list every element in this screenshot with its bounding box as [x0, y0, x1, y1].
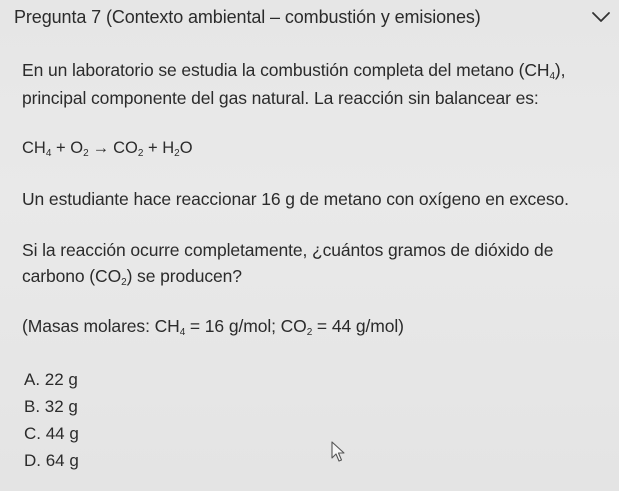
equation-term: CO — [113, 139, 138, 157]
option-d[interactable]: D. 64 g — [24, 451, 79, 470]
intro-text: En un laboratorio se estudia la combustión completa del metano (CH — [22, 60, 550, 80]
equation-operator: + — [143, 139, 163, 157]
mouse-pointer-icon — [330, 441, 348, 463]
subscript: 2 — [174, 148, 180, 159]
question-line-1: Si la reacción ocurre completamente, ¿cuántos gramos de dióxido de — [22, 240, 554, 260]
option-b[interactable]: B. 32 g — [24, 397, 78, 416]
molar-text: = 44 g/mol) — [312, 316, 404, 336]
reaction-arrow: → — [92, 139, 110, 157]
question-header[interactable] — [0, 0, 619, 34]
question-title: Pregunta 7 (Contexto ambiental – combustión y emisiones) — [14, 7, 481, 27]
intro-line-2: principal componente del gas natural. La reacción sin balancear es: — [22, 88, 539, 108]
question-text-end: ) se producen? — [126, 266, 242, 286]
subscript: 2 — [137, 148, 144, 159]
chevron-down-icon[interactable] — [590, 9, 612, 25]
equation-term: H — [162, 139, 175, 157]
molar-text: (Masas molares: CH — [22, 316, 180, 336]
intro-line-1 — [22, 60, 565, 81]
question-line-2 — [22, 266, 242, 287]
subscript: 4 — [45, 148, 52, 159]
equation-term: CH — [22, 139, 46, 157]
equation-term: O — [179, 139, 193, 157]
equation-term: O — [70, 139, 84, 157]
molar-masses — [22, 316, 404, 337]
problem-statement: Un estudiante hace reaccionar 16 g de metano con oxígeno en exceso. — [22, 189, 569, 209]
equation-operator: + — [51, 139, 71, 157]
subscript: 2 — [83, 148, 89, 159]
intro-text-end: ), — [554, 60, 566, 80]
molar-text: = 16 g/mol; CO — [185, 316, 307, 336]
subscript: 4 — [549, 71, 555, 82]
question-text: carbono (CO — [22, 266, 122, 286]
option-c[interactable]: C. 44 g — [24, 424, 79, 443]
subscript: 4 — [179, 327, 186, 338]
subscript: 2 — [306, 327, 313, 338]
reaction-equation — [22, 139, 193, 158]
option-a[interactable]: A. 22 g — [24, 370, 78, 389]
subscript: 2 — [121, 277, 127, 288]
